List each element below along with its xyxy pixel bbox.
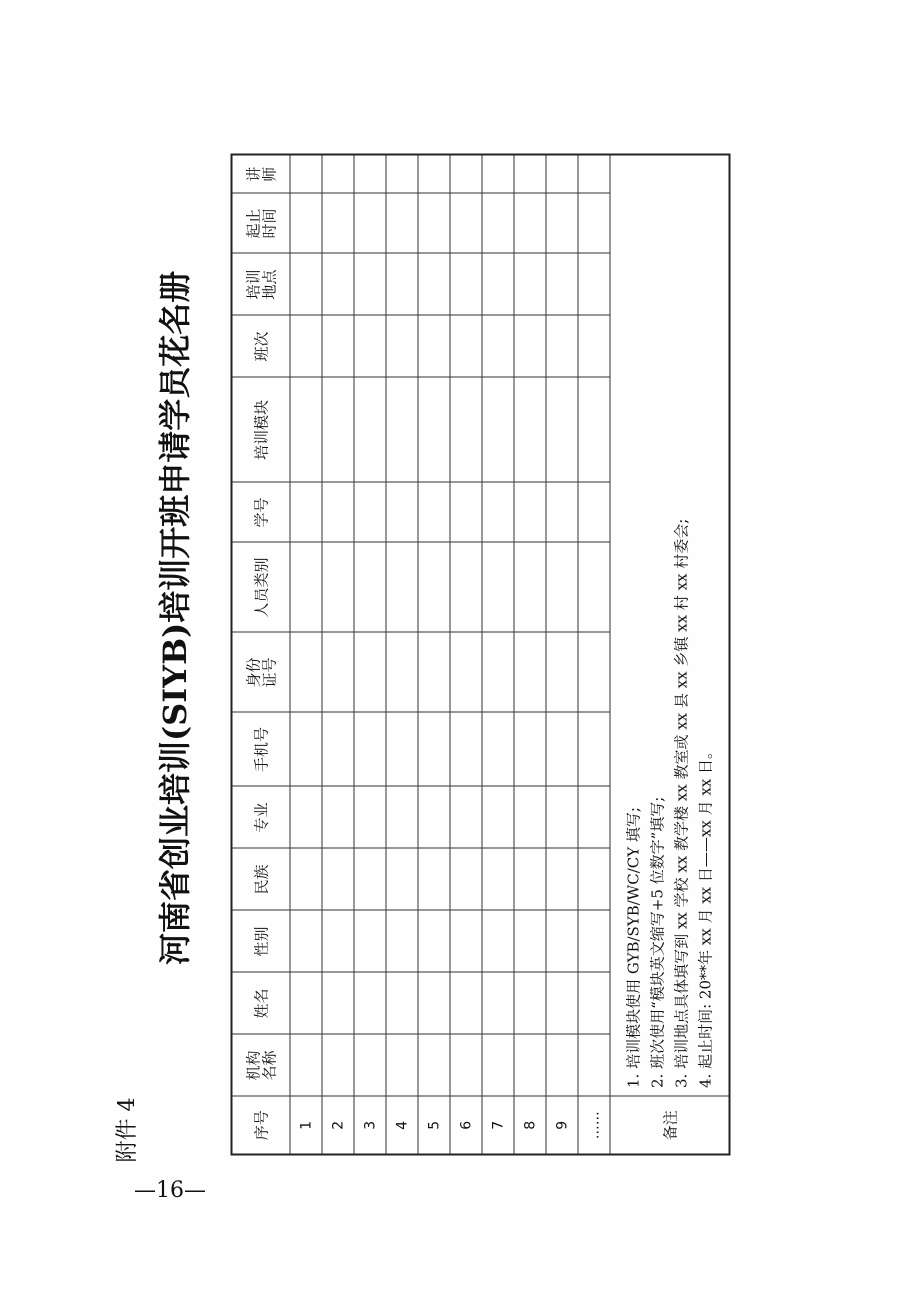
table-cell: [482, 194, 514, 254]
table-cell: [450, 787, 482, 849]
table-cell: [450, 378, 482, 483]
table-cell: [482, 543, 514, 633]
table-row: [354, 155, 386, 1155]
table-cell: [386, 633, 418, 713]
header-phone: 手机号: [232, 713, 291, 787]
header-name: 姓名: [232, 973, 291, 1035]
table-cell: [514, 973, 546, 1035]
table-cell: [418, 543, 450, 633]
table-cell: [546, 194, 578, 254]
table-cell: [290, 787, 322, 849]
table-cell: [482, 973, 514, 1035]
header-person-category: 人员类别: [232, 543, 291, 633]
table-cell: [546, 849, 578, 911]
remark-line: 3. 培训地点具体填写到 xx 学校 xx 教学楼 xx 教室或 xx 县 xx 乡镇 xx 村 xx 村委会;: [672, 518, 691, 1088]
table-cell: [290, 1035, 322, 1097]
table-cell: [386, 973, 418, 1035]
table-cell: [450, 849, 482, 911]
row-seq: 2: [322, 1097, 354, 1155]
header-student-id: 学号: [232, 483, 291, 543]
table-cell: [482, 483, 514, 543]
table-cell: [322, 194, 354, 254]
table-cell: [482, 254, 514, 316]
table-cell: [418, 911, 450, 973]
table-cell: [578, 483, 610, 543]
table-cell: [450, 155, 482, 194]
table-cell: [354, 787, 386, 849]
table-cell: [514, 194, 546, 254]
remarks-label: 备注: [610, 1097, 730, 1155]
table-cell: [354, 1035, 386, 1097]
table-cell: [514, 254, 546, 316]
table-cell: [578, 713, 610, 787]
table-cell: [578, 378, 610, 483]
table-cell: [546, 713, 578, 787]
table-cell: [546, 254, 578, 316]
table-row: [482, 155, 514, 1155]
table-cell: [546, 973, 578, 1035]
remarks-notes: [610, 155, 730, 1097]
table-cell: [354, 155, 386, 194]
table-cell: [450, 713, 482, 787]
table-cell: [322, 849, 354, 911]
table-cell: [290, 378, 322, 483]
header-id-number: 身份证号: [232, 633, 291, 713]
row-seq: 8: [514, 1097, 546, 1155]
table-cell: [322, 1035, 354, 1097]
table-cell: [450, 483, 482, 543]
row-seq: 7: [482, 1097, 514, 1155]
table-row: [450, 155, 482, 1155]
header-seq: 序号: [232, 1097, 291, 1155]
table-cell: [386, 911, 418, 973]
table-cell: [290, 254, 322, 316]
header-class: 班次: [232, 316, 291, 378]
table-cell: [354, 849, 386, 911]
table-cell: [482, 1035, 514, 1097]
table-cell: [322, 254, 354, 316]
table-cell: [578, 787, 610, 849]
table-cell: [482, 155, 514, 194]
table-cell: [418, 378, 450, 483]
table-cell: [514, 633, 546, 713]
table-cell: [322, 316, 354, 378]
table-cell: [578, 1035, 610, 1097]
row-seq: 9: [546, 1097, 578, 1155]
table-cell: [290, 713, 322, 787]
row-seq: 3: [354, 1097, 386, 1155]
table-cell: [450, 194, 482, 254]
row-seq: ……: [578, 1097, 610, 1155]
table-cell: [546, 155, 578, 194]
table-cell: [418, 1035, 450, 1097]
remark-line: 4. 起止时间: 20**年 xx 月 xx 日——xx 月 xx 日。: [696, 743, 715, 1088]
table-cell: [450, 633, 482, 713]
row-seq: 4: [386, 1097, 418, 1155]
table-cell: [386, 713, 418, 787]
table-cell: [482, 911, 514, 973]
table-cell: [514, 787, 546, 849]
table-cell: [290, 543, 322, 633]
table-row: [514, 155, 546, 1155]
table-cell: [578, 973, 610, 1035]
row-seq: 1: [290, 1097, 322, 1155]
table-cell: [482, 633, 514, 713]
table-cell: [290, 973, 322, 1035]
table-cell: [578, 849, 610, 911]
header-row: [232, 155, 291, 1155]
table-cell: [578, 316, 610, 378]
remarks-row: [610, 155, 730, 1155]
table-row: [578, 155, 610, 1155]
table-cell: [482, 713, 514, 787]
table-row: [386, 155, 418, 1155]
table-cell: [514, 543, 546, 633]
table-cell: [450, 1035, 482, 1097]
table-cell: [514, 378, 546, 483]
table-cell: [482, 849, 514, 911]
table-cell: [418, 483, 450, 543]
remark-line: 2. 班次使用“模块英文缩写+5 位数字”填写;: [648, 796, 667, 1088]
table-cell: [418, 633, 450, 713]
table-cell: [450, 911, 482, 973]
table-cell: [386, 849, 418, 911]
table-cell: [546, 633, 578, 713]
table-cell: [322, 787, 354, 849]
table-cell: [322, 543, 354, 633]
table-row: [322, 155, 354, 1155]
header-major: 专业: [232, 787, 291, 849]
table-cell: [354, 483, 386, 543]
table-cell: [322, 973, 354, 1035]
header-institution: 机构名称: [232, 1035, 291, 1097]
table-cell: [386, 155, 418, 194]
row-seq: 5: [418, 1097, 450, 1155]
table-cell: [290, 633, 322, 713]
table-row: [418, 155, 450, 1155]
table-cell: [418, 713, 450, 787]
table-cell: [354, 194, 386, 254]
table-cell: [450, 973, 482, 1035]
table-cell: [354, 254, 386, 316]
header-period: 起止时间: [232, 194, 291, 254]
attachment-label: 附件 4: [115, 1097, 140, 1163]
table-cell: [290, 911, 322, 973]
table-cell: [514, 316, 546, 378]
table-cell: [354, 911, 386, 973]
table-cell: [546, 543, 578, 633]
table-cell: [418, 254, 450, 316]
table-cell: [578, 254, 610, 316]
table-cell: [322, 633, 354, 713]
table-cell: [418, 973, 450, 1035]
remark-line: 1. 培训模块使用 GYB/SYB/WC/CY 填写;: [624, 807, 643, 1088]
table-cell: [418, 155, 450, 194]
table-cell: [482, 787, 514, 849]
table-cell: [354, 543, 386, 633]
table-cell: [322, 378, 354, 483]
table-cell: [514, 911, 546, 973]
table-cell: [354, 973, 386, 1035]
table-row: [290, 155, 322, 1155]
table-cell: [354, 316, 386, 378]
table-cell: [290, 849, 322, 911]
document-title: 河南省创业培训(SIYB)培训开班申请学员花名册: [156, 270, 194, 965]
table-cell: [290, 155, 322, 194]
table-cell: [514, 713, 546, 787]
table-cell: [546, 911, 578, 973]
table-cell: [546, 316, 578, 378]
table-cell: [578, 155, 610, 194]
table-cell: [354, 378, 386, 483]
page-number: —16—: [134, 1178, 206, 1203]
table-cell: [546, 1035, 578, 1097]
table-cell: [418, 194, 450, 254]
table-cell: [450, 543, 482, 633]
table-cell: [290, 483, 322, 543]
table-cell: [578, 543, 610, 633]
table-cell: [418, 849, 450, 911]
table-cell: [546, 378, 578, 483]
roster-table: [231, 156, 716, 1156]
table-cell: [514, 155, 546, 194]
table-cell: [322, 155, 354, 194]
table-cell: [354, 713, 386, 787]
row-seq: 6: [450, 1097, 482, 1155]
table-cell: [290, 316, 322, 378]
header-lecturer: 讲师: [232, 155, 291, 194]
header-location: 培训地点: [232, 254, 291, 316]
table-cell: [386, 543, 418, 633]
table-cell: [578, 911, 610, 973]
table-cell: [386, 194, 418, 254]
table-cell: [386, 378, 418, 483]
table-cell: [514, 1035, 546, 1097]
table-cell: [418, 316, 450, 378]
table-cell: [546, 787, 578, 849]
table-cell: [386, 483, 418, 543]
table-cell: [322, 911, 354, 973]
table-cell: [322, 713, 354, 787]
table-row: [546, 155, 578, 1155]
table-cell: [450, 316, 482, 378]
table-cell: [482, 316, 514, 378]
table-cell: [546, 483, 578, 543]
header-ethnicity: 民族: [232, 849, 291, 911]
table-cell: [322, 483, 354, 543]
table-cell: [386, 787, 418, 849]
header-gender: 性别: [232, 911, 291, 973]
table-cell: [354, 633, 386, 713]
table-cell: [482, 378, 514, 483]
table-cell: [386, 1035, 418, 1097]
table-cell: [514, 483, 546, 543]
table-cell: [418, 787, 450, 849]
table-cell: [450, 254, 482, 316]
header-module: 培训模块: [232, 378, 291, 483]
table-cell: [386, 254, 418, 316]
table-cell: [578, 194, 610, 254]
table-cell: [578, 633, 610, 713]
table-cell: [290, 194, 322, 254]
table-cell: [386, 316, 418, 378]
table-cell: [514, 849, 546, 911]
